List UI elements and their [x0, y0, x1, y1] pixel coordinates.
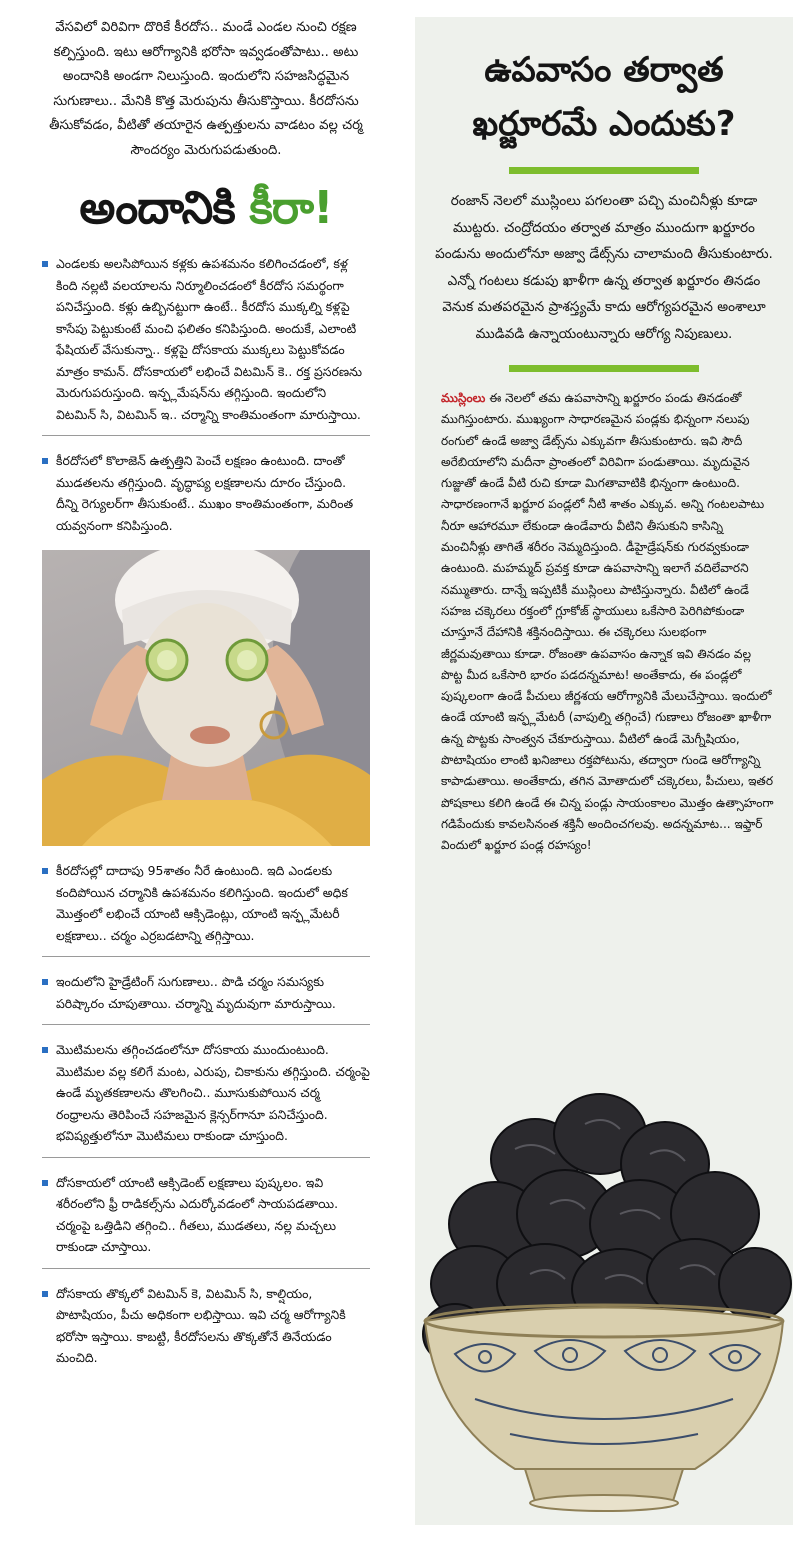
green-rule: [509, 167, 699, 174]
bullet-item: ఎండలకు అలసిపోయిన కళ్లకు ఉపశమనం కలిగించడంలో, కళ్ల కింది నల్లటి వలయాలను నిర్మూలించడంలో కీరదోస సమర్థంగా పనిచేస్తుంది. కళ్లు ఉబ్బినట్టుగా ఉంటే.. కీరదోస ముక్కల్ని కళ్లపై కాసేపు పెట్టుకుంటే మంచి ఫలితం కనిపిస్తుంది. అందుకే, ఎలాంటి ఫేషియల్ వేసుకున్నా.. కళ్లపై దోసకాయ ముక్కలు పెట్టుకోవడం మాత్రం కామన్. దోసకాయలో లభించే విటమిన్ కె.. రక్త ప్రసరణను మెరుగుపరుస్తుంది. ఇన్ఫ్లమేషన్‌ను తగ్గిస్తుంది. ఇందులోని విటమిన్ సి, విటమిన్ ఇ.. చర్మాన్ని కాంతిమంతంగా మారుస్తాయి.: [42, 253, 370, 425]
body-keyword: ముస్లింలు: [441, 391, 486, 405]
headline-part1: అందానికి: [79, 181, 250, 234]
intro-paragraph: వేసవిలో విరివిగా దొరికే కీరదోస.. మండే ఎండల నుంచి రక్షణ కల్పిస్తుంది. ఇటు ఆరోగ్యానికి భరోసా ఇవ్వడంతోపాటు.. అటు అందానికి అండగా నిలుస్తుంది. ఇందులోని సహజసిద్ధమైన సుగుణాలు.. మేనికి కొత్త మెరుపును తీసుకొస్తాయి. కీరదోసను తీసుకోవడం, వీటితో తయారైన ఉత్పత్తులను వాడటం వల్ల చర్మ సౌందర్యం మెరుగుపడుతుంది.: [49, 20, 363, 158]
divider: [42, 956, 370, 957]
bullet-item: కీరదోసలో కొలాజెన్ ఉత్పత్తిని పెంచే లక్షణం ఉంటుంది. దాంతో ముడతలను తగ్గిస్తుంది. వృద్ధాప్య లక్షణాలను దూరం చేస్తుంది. దీన్ని రెగ్యులర్‌గా తీసుకుంటే.. ముఖం కాంతిమంతంగా, మరింత యవ్వనంగా కనిపిస్తుంది.: [42, 450, 370, 536]
face-mask-photo: [42, 550, 370, 846]
divider: [42, 435, 370, 436]
sidebar-lead: రంజాన్ నెలలో ముస్లింలు పగలంతా పచ్చి మంచినీళ్లు కూడా ముట్టరు. చంద్రోదయం తర్వాత మాత్రం ముందుగా ఖర్జూరం పండును అందులోనూ అజ్వా డేట్స్‌ను చాలామంది తీసుకుంటారు. ఎన్నో గంటలు కడుపు ఖాళీగా ఉన్న తర్వాత ఖర్జూరం తినడం వెనుక మతపరమైన ప్రాశస్త్యమే కాదు ఆరోగ్యపరమైన అంశాలూ ముడివడి ఉన్నాయంటున్నారు ఆరోగ్య నిపుణులు.: [435, 193, 773, 342]
green-rule: [509, 365, 699, 372]
divider: [42, 1024, 370, 1025]
left-article: [42, 16, 370, 1369]
bullet-item: కీరదోసల్లో దాదాపు 95శాతం నీరే ఉంటుంది. ఇది ఎండలకు కందిపోయిన చర్మానికి ఉపశమనం కలిగిస్తుంది. ఇందులో అధిక మొత్తంలో లభించే యాంటి ఆక్సిడెంట్లు, యాంటి ఇన్ఫ్లమేటరీ లక్షణాలు.. చర్మం ఎర్రబడటాన్ని తగ్గిస్తాయి.: [42, 860, 370, 946]
body-text: ఈ నెలలో తమ ఉపవాసాన్ని ఖర్జూరం పండు తినడంతో ముగిస్తుంటారు. ముఖ్యంగా సాధారణమైన పండ్లకు భిన్నంగా నలుపు రంగులో ఉండే అజ్వా డేట్స్‌ను ఎక్కువగా తీసుకుంటారు. ఇవి సౌదీ అరేబియాలోని మదీనా ప్రాంతంలో విరివిగా పండుతాయి. మృదువైన గుజ్జుతో ఉండే వీటి రుచి కూడా మిగతావాటికి భిన్నంగా ఉంటుంది. సాధారణంగానే ఖర్జూర పండ్లలో నీటి శాతం ఎక్కువ. అన్ని గంటలపాటు నీరూ ఆహారమూ లేకుండా ఉండేవారు వీటిని తీసుకుని కాసిన్ని మంచినీళ్లు తాగితే శరీరం నెమ్మదిస్తుంది. డీహైడ్రేషన్‌కు గురవ్వకుండా ఉంటుంది. మహమ్మద్ ప్రవక్త కూడా ఉపవాసాన్ని ఇలాగే వదిలేవారని నమ్ముతారు. దాన్నే ఇప్పటికీ ముస్లింలు పాటిస్తున్నారు. వీటిలో ఉండే సహజ చక్కెరలు రక్తంలో గ్లూకోజ్ స్థాయులు ఒకేసారి పెరిగిపోకుండా చూస్తూనే దేహానికి శక్తినందిస్తాయి. ఈ చక్కెరలు సులభంగా జీర్ణమవుతాయి కూడా. రోజంతా ఉపవాసం ఉన్నాక ఇవి తినడం వల్ల పొట్ట మీద ఒకేసారి భారం పడదన్నమాట! అంతేకాదు, ఈ పండ్లలో పుష్కలంగా ఉండే పీచులు జీర్ణశయ ఆరోగ్యానికి మేలుచేస్తాయి. ఇందులో ఉండే యాంటి ఇన్ఫ్లమేటరీ (వాపుల్ని తగ్గించే) గుణాలు రోజంతా ఖాళీగా ఉన్న పొట్టకు సాంత్వన చేకూరుస్తాయి. వీటిలో ఉండే మెగ్నీషియం, పొటాషియం లాంటి ఖనిజాలు రక్తపోటును, తద్వారా గుండె ఆరోగ్యాన్ని కాపాడుతాయి. అంతేకాదు, తగిన మోతాదులో చక్కెరలు, పీచులు, ఇతర పోషకాలు కలిగి ఉండే ఈ చిన్న పండ్లు సాయంకాలం మొత్తం ఉత్సాహంగా గడిపేందుకు కావలసినంత శక్తినీ అందించగలవు. అదన్నమాట... ఇఫ్తార్ విందులో ఖర్జూర పండ్ల రహస్యం!: [441, 391, 774, 853]
bullet-item: దోసకాయలో యాంటి ఆక్సిడెంట్ లక్షణాలు పుష్కలం. ఇవి శరీరంలోని ఫ్రీ రాడికల్స్‌ను ఎదుర్కోవడంలో సాయపడతాయి. చర్మంపై ఒత్తిడిని తగ్గించి.. గీతలు, ముడతలు, నల్ల మచ్చలు రాకుండా చూస్తాయి.: [42, 1172, 370, 1258]
sidebar-body: [415, 372, 793, 857]
headline-part2: కీరా!: [249, 181, 333, 234]
dates-bowl-image: [415, 1089, 793, 1525]
bullet-item: దోసకాయ తొక్కలో విటమిన్ కె, విటమిన్ సి, కాల్షియం, పొటాషియం, పీచు అధికంగా లభిస్తాయి. ఇవి చర్మ ఆరోగ్యానికి భరోసా ఇస్తాయి. కాబట్టి, కీరదోసలను తొక్కతోనే తినేయడం మంచిది.: [42, 1283, 370, 1369]
sidebar-title-line1: ఉపవాసం తర్వాత: [484, 50, 724, 90]
sidebar-title-line2: ఖర్జూరమే ఎందుకు?: [472, 104, 736, 144]
dates-sidebar: [415, 17, 793, 1525]
divider: [42, 1157, 370, 1158]
sidebar-title: [415, 43, 793, 151]
bullet-item: ఇందులోని హైడ్రేటింగ్ సుగుణాలు.. పొడి చర్మం సమస్యకు పరిష్కారం చూపుతాయి. చర్మాన్ని మృదువుగా మారుస్తాయి.: [42, 971, 370, 1014]
divider: [42, 1268, 370, 1269]
article-headline: [42, 177, 370, 239]
bullet-item: మొటిమలను తగ్గించడంలోనూ దోసకాయ ముందుంటుంది. మొటిమల వల్ల కలిగే మంట, ఎరుపు, చికాకును తగ్గిస్తుంది. చర్మంపై ఉండే మృతకణాలను తొలగించి.. మూసుకుపోయిన చర్మ రంధ్రాలను తెరిపించే సహజమైన క్లెన్సర్‌గానూ పనిచేస్తుంది. భవిష్యత్తులోనూ మొటిమలు రాకుండా చూస్తుంది.: [42, 1039, 370, 1147]
